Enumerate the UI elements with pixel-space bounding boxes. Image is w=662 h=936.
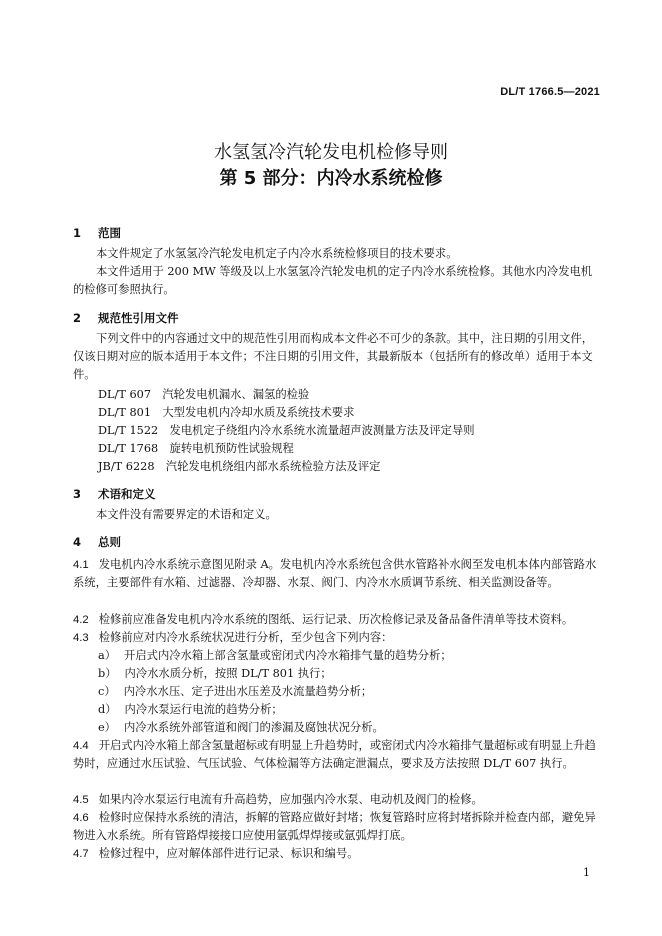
section-title: 规范性引用文件: [98, 311, 179, 325]
list-item: [98, 683, 372, 699]
clause-4-5: [73, 791, 599, 809]
reference-item: DL/T 607 汽轮发电机漏水、漏氢的检验: [98, 388, 310, 401]
section-title: 范围: [98, 226, 121, 240]
standard-code: DL/T 1766.5—2021: [500, 86, 600, 98]
clause-text: 检修前应准备发电机内冷水系统的图纸、运行记录、历次检修记录及备品备件清单等技术资料。: [98, 613, 574, 626]
section-3-heading: [73, 486, 156, 502]
reference-item: JB/T 6228 汽轮发电机绕组内部水系统检验方法及评定: [98, 460, 381, 473]
list-marker: a）: [98, 649, 117, 662]
list-text: 内冷水水质分析，按照 DL/T 801 执行；: [124, 667, 332, 680]
clause-4-6: [73, 809, 599, 845]
document-subtitle: 第 5 部分：内冷水系统检修: [219, 168, 443, 189]
list-marker: c）: [98, 685, 116, 698]
section-number: 3: [73, 487, 82, 501]
clause-4-7: [73, 845, 599, 863]
list-item: [98, 701, 283, 717]
list-text: 内冷水泵运行电流的趋势分析；: [124, 703, 283, 716]
section-title: 总则: [98, 535, 121, 549]
list-marker: b）: [98, 667, 117, 680]
reference-item: DL/T 1768 旋转电机预防性试验规程: [98, 442, 294, 455]
clause-number: 4.3: [73, 632, 89, 644]
reference-item: DL/T 801 大型发电机内冷却水质及系统技术要求: [98, 406, 355, 419]
section-2-heading: [73, 310, 179, 326]
list-item: [98, 647, 452, 663]
clause-number: 4.5: [73, 794, 89, 806]
section-1-heading: [73, 225, 121, 241]
list-marker: e）: [98, 721, 116, 734]
section-number: 2: [73, 311, 82, 325]
list-item: [98, 665, 332, 681]
document-title: 水氢氢冷汽轮发电机检修导则: [214, 142, 448, 163]
section-number: 4: [73, 535, 82, 549]
list-item: [98, 719, 384, 735]
clause-4-3: [73, 629, 599, 647]
clause-text: 开启式内冷水箱上部含氢量超标或有明显上升趋势时，或密闭式内冷水箱排气量超标或有明显上升趋势时，应通过水压试验、气压试验、气体检漏等方法确定泄漏点，要求及方法按照 DL/T 607 执行。: [73, 739, 596, 770]
clause-number: 4.7: [73, 848, 89, 860]
paragraph: 下列文件中的内容通过文中的规范性引用而构成本文件必不可少的条款。其中，注日期的引用文件，仅该日期对应的版本适用于本文件；不注日期的引用文件，其最新版本（包括所有的修改单）适用于本文件。: [73, 332, 594, 381]
clause-number: 4.1: [73, 559, 89, 571]
section-4-heading: [73, 534, 121, 550]
page-number: 1: [583, 866, 590, 879]
clause-number: 4.4: [73, 740, 89, 752]
clause-text: 检修时应保持水系统的清洁，拆解的管路应做好封堵；恢复管路时应将封堵拆除并检查内部，避免异物进入水系统。所有管路焊接接口应使用氩弧焊焊接或氩弧焊打底。: [73, 811, 596, 842]
section-number: 1: [73, 226, 82, 240]
clause-text: 检修过程中，应对解体部件进行记录、标识和编号。: [98, 847, 359, 860]
list-text: 内冷水水压、定子进出水压差及水流量趋势分析；: [123, 685, 373, 698]
clause-4-4: [73, 737, 599, 773]
paragraph: 本文件没有需要界定的术语和定义。: [96, 508, 277, 521]
clause-4-2: [73, 611, 599, 629]
list-text: 开启式内冷水箱上部含氢量或密闭式内冷水箱排气量的趋势分析；: [124, 649, 452, 662]
reference-item: DL/T 1522 发电机定子绕组内冷水系统水流量超声波测量方法及评定导则: [98, 424, 475, 437]
paragraph: 本文件适用于 200 MW 等级及以上水氢氢冷汽轮发电机的定子内冷水系统检修。其他水内冷发电机的检修可参照执行。: [73, 265, 593, 296]
clause-4-1: [73, 556, 599, 592]
list-marker: d）: [98, 703, 117, 716]
list-text: 内冷水系统外部管道和阀门的渗漏及腐蚀状况分析。: [123, 721, 384, 734]
clause-text: 发电机内冷水系统示意图见附录 A。发电机内冷水系统包含供水管路补水阀至发电机本体内部管路水系统，主要部件有水箱、过滤器、冷却器、水泵、阀门、内冷水水质调节系统、相关监测设备等。: [73, 558, 597, 589]
paragraph: 本文件规定了水氢氢冷汽轮发电机定子内冷水系统检修项目的技术要求。: [96, 247, 458, 260]
section-title: 术语和定义: [98, 487, 156, 501]
clause-number: 4.6: [73, 812, 89, 824]
clause-text: 检修前应对内冷水系统状况进行分析，至少包含下列内容：: [98, 631, 393, 644]
clause-number: 4.2: [73, 614, 89, 626]
clause-text: 如果内冷水泵运行电流有升高趋势，应加强内冷水泵、电动机及阀门的检修。: [98, 793, 483, 806]
